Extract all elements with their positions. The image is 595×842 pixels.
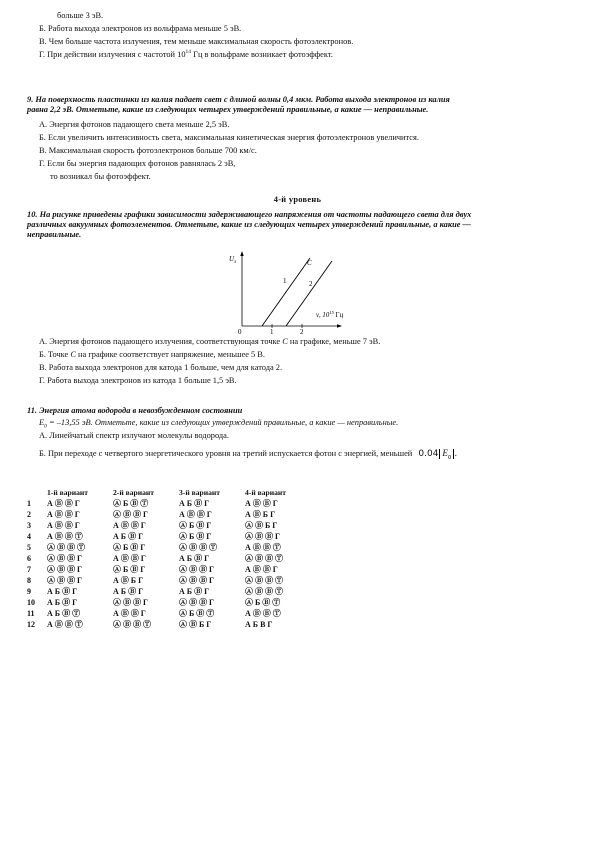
x-axis-arrow [337, 324, 342, 327]
q11-option-a: А. Линейчатый спектр излучают молекулы водорода. [39, 431, 229, 440]
answers-cell-variant-4: А Ⓑ Ⓑ Ⓣ [245, 609, 281, 618]
prev-option-b: Б. Работа выхода электронов из вольфрама меньше 5 эВ. [39, 24, 242, 33]
y-axis-label: $U_з$ [229, 255, 237, 265]
answers-cell-variant-3: Ⓐ Б Ⓑ Г [179, 532, 212, 541]
answers-cell-variant-3: Ⓐ Б Ⓑ Г [179, 521, 212, 530]
answers-cell-variant-3: Ⓐ Ⓑ Ⓑ Ⓣ [179, 543, 217, 552]
q11-formula: 0.04 $E_0$ . [418, 448, 458, 461]
answers-cell-variant-2: А Б Ⓑ Г [113, 587, 144, 596]
answers-table [27, 487, 311, 630]
answers-cell-variant-2: А Ⓑ Ⓑ Г [113, 521, 146, 530]
answers-cell-variant-1: Ⓐ Ⓑ Ⓑ Г [47, 565, 83, 574]
q10-line1: 10. На рисунке приведены графики зависимости задерживающего напряжения от частоты падающего света для двух [27, 210, 472, 219]
answers-cell-variant-1: А Ⓑ Ⓑ Г [47, 510, 80, 519]
level-heading: 4-й уровень [273, 195, 322, 204]
answers-row-number: 12 [27, 620, 35, 629]
answers-cell-variant-4: А Б В Г [245, 620, 273, 629]
answers-cell-variant-3: Ⓐ Ⓑ Ⓑ Г [179, 576, 215, 585]
answers-row-number: 3 [27, 521, 31, 530]
answers-cell-variant-3: Ⓐ Б Ⓑ Ⓣ [179, 609, 215, 618]
answers-cell-variant-3: А Б Ⓑ Г [179, 554, 210, 563]
answers-cell-variant-1: Ⓐ Ⓑ Ⓑ Ⓣ [47, 543, 85, 552]
answers-cell-variant-1: А Ⓑ Ⓑ Ⓣ [47, 532, 83, 541]
answers-cell-variant-2: А Ⓑ Б Г [113, 576, 144, 585]
answers-cell-variant-4: Ⓐ Б Ⓑ Ⓣ [245, 598, 281, 607]
q9-option-v: В. Максимальная скорость фотоэлектронов больше 700 км/с. [39, 146, 257, 155]
answers-cell-variant-4: А Ⓑ Ⓑ Г [245, 565, 278, 574]
answers-cell-variant-4: А Ⓑ Ⓑ Ⓣ [245, 543, 281, 552]
origin-label: 0 [238, 328, 242, 334]
answers-cell-variant-2: А Б Ⓑ Г [113, 532, 144, 541]
answers-cell-variant-2: Ⓐ Б Ⓑ Ⓣ [113, 499, 149, 508]
answers-cell-variant-2: Ⓐ Ⓑ Ⓑ Г [113, 598, 149, 607]
point-c-label: C [307, 259, 312, 267]
line-2-label: 2 [309, 280, 313, 288]
line-1-label: 1 [283, 277, 287, 285]
answers-cell-variant-1: А Б Ⓑ Г [47, 587, 78, 596]
answers-header-variant-1: 1-й вариант [47, 488, 88, 497]
q9-option-b: Б. Если увеличить интенсивность света, максимальная кинетическая энергия фотоэлектронов увеличится. [39, 133, 419, 142]
q10-option-b: Б. Точке С на графике соответствует напряжение, меньшее 5 В. [39, 350, 265, 359]
answers-cell-variant-4: А Ⓑ Ⓑ Г [245, 499, 278, 508]
answers-cell-variant-2: Ⓐ Б Ⓑ Г [113, 565, 146, 574]
answers-row [27, 564, 311, 575]
graph-line-1 [262, 258, 310, 326]
answers-row-number: 1 [27, 499, 31, 508]
answers-cell-variant-1: А Б Ⓑ Г [47, 598, 78, 607]
q10-option-a: А. Энергия фотонов падающего излучения, соответствующая точке С на графике, меньше 7 эВ. [39, 337, 381, 346]
answers-row [27, 542, 311, 553]
answers-row [27, 575, 311, 586]
prev-question-tail: больше 3 эВ. [57, 11, 104, 20]
q11-option-b: Б. При переходе с четвертого энергетического уровня на третий испускается фотон с энергией, меньшей 0.04 $E_0$ . [39, 448, 458, 461]
answers-cell-variant-4: Ⓐ Ⓑ Ⓑ Ⓣ [245, 587, 283, 596]
answers-cell-variant-3: А Б Ⓑ Г [179, 499, 210, 508]
answers-row-number: 2 [27, 510, 31, 519]
answers-cell-variant-4: Ⓐ Ⓑ Б Г [245, 521, 278, 530]
answers-cell-variant-1: А Ⓑ Ⓑ Г [47, 499, 80, 508]
tick-label-2: 2 [300, 328, 304, 334]
q11-line1: 11. Энергия атома водорода в невозбужденном состоянии [27, 406, 243, 415]
answers-cell-variant-3: Ⓐ Ⓑ Б Г [179, 620, 212, 629]
answers-row [27, 619, 311, 630]
answers-cell-variant-1: А Ⓑ Ⓑ Г [47, 521, 80, 530]
q9-option-g: Г. Если бы энергия падающих фотонов равнялась 2 эВ, [39, 159, 236, 168]
answers-cell-variant-1: А Б Ⓑ Ⓣ [47, 609, 81, 618]
prev-option-g: Г. При действии излучения с частотой $10^{14}$ Гц в вольфраме возникает фотоэффект. [39, 49, 333, 59]
answers-row [27, 498, 311, 509]
answers-header-variant-4: 4-й вариант [245, 488, 286, 497]
q10-line2: различных вакуумных фотоэлементов. Отметьте, какие из следующих четырех утверждений правильные, а какие — [27, 220, 471, 229]
q11-line2: $E_0 = -13,55$ эВ. Отметьте, какие из следующих утверждений правильные, а какие — неправильные. [39, 418, 399, 430]
answers-row-number: 10 [27, 598, 35, 607]
answers-cell-variant-2: Ⓐ Б Ⓑ Г [113, 543, 146, 552]
q9-text [27, 95, 567, 115]
answers-cell-variant-3: Ⓐ Ⓑ Ⓑ Г [179, 565, 215, 574]
answers-cell-variant-4: Ⓐ Ⓑ Ⓑ Ⓣ [245, 554, 283, 563]
q9-line1: 9. На поверхность пластинки из калия падает свет с длиной волны 0,4 мкм. Работа выхода электронов из калия [27, 95, 450, 104]
answers-row-number: 8 [27, 576, 31, 585]
answers-header-empty [27, 487, 47, 498]
answers-cell-variant-1: А Ⓑ Ⓑ Ⓣ [47, 620, 83, 629]
answers-row-number: 6 [27, 554, 31, 563]
q9-option-a: А. Энергия фотонов падающего света меньше 2,5 эВ. [39, 120, 230, 129]
answers-row-number: 5 [27, 543, 31, 552]
x-axis-label: ν, $10^{15}$ Гц [316, 310, 344, 319]
answers-header-variant-3: 3-й вариант [179, 488, 220, 497]
answers-row-number: 7 [27, 565, 31, 574]
answers-row [27, 608, 311, 619]
q10-option-v: В. Работа выхода электронов для катода 1 больше, чем для катода 2. [39, 363, 283, 372]
answers-row [27, 531, 311, 542]
answers-cell-variant-2: Ⓐ Ⓑ Ⓑ Г [113, 510, 149, 519]
q9-line2: равна 2,2 эВ. Отметьте, какие из следующих четырех утверждений правильные, а какие — неправильные. [27, 105, 429, 114]
answers-cell-variant-2: А Ⓑ Ⓑ Г [113, 554, 146, 563]
answers-header-variant-2: 2-й вариант [113, 488, 154, 497]
answers-cell-variant-4: А Ⓑ Б Г [245, 510, 276, 519]
answers-row [27, 509, 311, 520]
q10-option-g: Г. Работа выхода электронов из катода 1 больше 1,5 эВ. [39, 376, 237, 385]
answers-cell-variant-2: А Ⓑ Ⓑ Г [113, 609, 146, 618]
answers-row-number: 4 [27, 532, 31, 541]
y-axis-arrow [240, 251, 243, 256]
q10-line3: неправильные. [27, 230, 82, 239]
answers-header-row [27, 487, 311, 498]
q10-text [27, 210, 567, 240]
answers-row-number: 9 [27, 587, 31, 596]
answers-cell-variant-3: А Ⓑ Ⓑ Г [179, 510, 212, 519]
prev-option-v: В. Чем больше частота излучения, тем меньше максимальная скорость фотоэлектронов. [39, 37, 354, 46]
tick-label-1: 1 [270, 328, 274, 334]
answers-cell-variant-2: Ⓐ Ⓑ Ⓑ Ⓣ [113, 620, 151, 629]
answers-row [27, 520, 311, 531]
answers-cell-variant-3: А Б Ⓑ Г [179, 587, 210, 596]
answers-row [27, 597, 311, 608]
q9-option-g-cont: то возникал бы фотоэффект. [50, 172, 151, 181]
answers-body [27, 498, 311, 630]
answers-row [27, 553, 311, 564]
answers-cell-variant-1: Ⓐ Ⓑ Ⓑ Г [47, 554, 83, 563]
answers-row [27, 586, 311, 597]
answers-cell-variant-4: Ⓐ Ⓑ Ⓑ Г [245, 532, 281, 541]
answers-row-number: 11 [27, 609, 35, 618]
answers-cell-variant-4: Ⓐ Ⓑ Ⓑ Ⓣ [245, 576, 283, 585]
stopping-voltage-graph [226, 250, 346, 334]
answers-cell-variant-3: Ⓐ Ⓑ Ⓑ Г [179, 598, 215, 607]
answers-cell-variant-1: Ⓐ Ⓑ Ⓑ Г [47, 576, 83, 585]
